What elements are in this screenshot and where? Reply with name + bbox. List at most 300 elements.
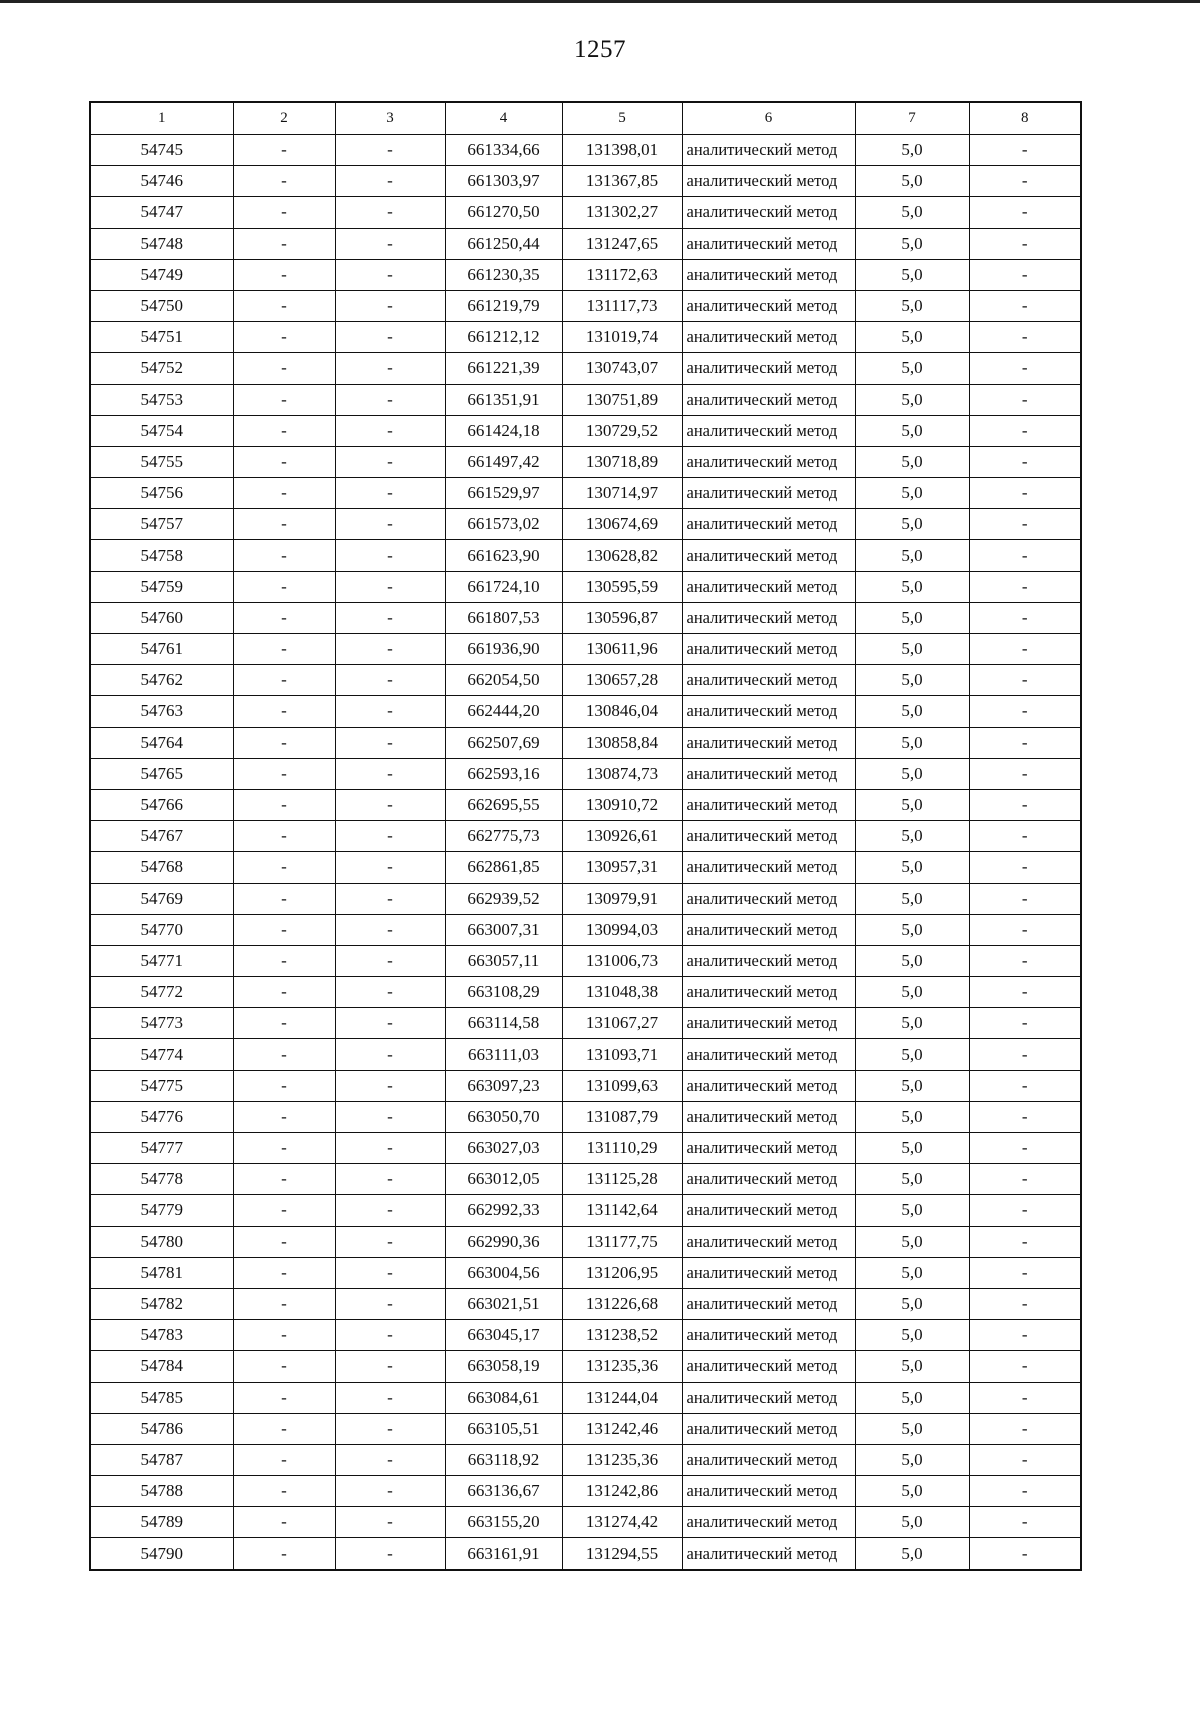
cell-col-3: - [335,1039,445,1070]
cell-col-2: - [233,977,335,1008]
cell-accuracy: 5,0 [855,634,969,665]
cell-col-3: - [335,509,445,540]
cell-method: аналитический метод [682,914,855,945]
cell-coord-y: 131242,46 [562,1413,682,1444]
cell-coord-y: 130657,28 [562,665,682,696]
cell-coord-x: 662507,69 [445,727,562,758]
cell-point-number: 54788 [90,1476,233,1507]
cell-col-8: - [969,1444,1081,1475]
cell-col-8: - [969,1164,1081,1195]
cell-accuracy: 5,0 [855,914,969,945]
cell-col-3: - [335,540,445,571]
cell-coord-y: 131110,29 [562,1133,682,1164]
cell-col-3: - [335,1288,445,1319]
cell-method: аналитический метод [682,758,855,789]
cell-point-number: 54782 [90,1288,233,1319]
coordinates-table [89,101,1082,1571]
cell-accuracy: 5,0 [855,1257,969,1288]
cell-col-3: - [335,1507,445,1538]
cell-point-number: 54767 [90,821,233,852]
cell-coord-x: 663111,03 [445,1039,562,1070]
cell-col-2: - [233,883,335,914]
cell-coord-x: 663084,61 [445,1382,562,1413]
table-row [90,1008,1081,1039]
cell-col-3: - [335,322,445,353]
cell-accuracy: 5,0 [855,1444,969,1475]
cell-point-number: 54756 [90,478,233,509]
cell-point-number: 54777 [90,1133,233,1164]
cell-col-8: - [969,602,1081,633]
cell-method: аналитический метод [682,665,855,696]
cell-col-8: - [969,1195,1081,1226]
cell-method: аналитический метод [682,228,855,259]
cell-point-number: 54780 [90,1226,233,1257]
cell-coord-x: 661221,39 [445,353,562,384]
cell-method: аналитический метод [682,1444,855,1475]
table-row [90,384,1081,415]
cell-coord-y: 130994,03 [562,914,682,945]
cell-col-2: - [233,821,335,852]
cell-point-number: 54775 [90,1070,233,1101]
cell-coord-x: 663155,20 [445,1507,562,1538]
cell-point-number: 54748 [90,228,233,259]
cell-accuracy: 5,0 [855,758,969,789]
cell-coord-x: 663161,91 [445,1538,562,1570]
cell-col-8: - [969,1039,1081,1070]
cell-col-8: - [969,166,1081,197]
cell-col-3: - [335,634,445,665]
cell-col-2: - [233,1226,335,1257]
cell-col-3: - [335,1101,445,1132]
cell-col-2: - [233,1413,335,1444]
cell-col-8: - [969,945,1081,976]
table-row [90,197,1081,228]
column-header-6: 6 [682,102,855,135]
cell-point-number: 54754 [90,415,233,446]
cell-coord-y: 131087,79 [562,1101,682,1132]
cell-col-8: - [969,478,1081,509]
cell-method: аналитический метод [682,509,855,540]
cell-coord-x: 661936,90 [445,634,562,665]
cell-method: аналитический метод [682,322,855,353]
table-row [90,1195,1081,1226]
cell-coord-y: 131244,04 [562,1382,682,1413]
cell-col-8: - [969,1538,1081,1570]
cell-coord-y: 130979,91 [562,883,682,914]
cell-coord-x: 661724,10 [445,571,562,602]
cell-coord-y: 131067,27 [562,1008,682,1039]
cell-col-8: - [969,228,1081,259]
cell-accuracy: 5,0 [855,384,969,415]
cell-point-number: 54752 [90,353,233,384]
cell-coord-x: 663045,17 [445,1320,562,1351]
cell-coord-y: 130596,87 [562,602,682,633]
cell-coord-x: 661212,12 [445,322,562,353]
cell-coord-y: 131099,63 [562,1070,682,1101]
cell-col-2: - [233,1039,335,1070]
cell-method: аналитический метод [682,540,855,571]
table-row [90,1257,1081,1288]
cell-accuracy: 5,0 [855,1507,969,1538]
cell-col-2: - [233,1101,335,1132]
cell-col-3: - [335,1164,445,1195]
cell-point-number: 54753 [90,384,233,415]
cell-col-3: - [335,1382,445,1413]
cell-accuracy: 5,0 [855,322,969,353]
table-row [90,290,1081,321]
cell-coord-y: 131177,75 [562,1226,682,1257]
cell-point-number: 54781 [90,1257,233,1288]
cell-col-8: - [969,852,1081,883]
cell-coord-y: 131226,68 [562,1288,682,1319]
cell-col-3: - [335,727,445,758]
cell-coord-x: 663108,29 [445,977,562,1008]
cell-method: аналитический метод [682,1226,855,1257]
table-row [90,166,1081,197]
cell-col-8: - [969,1008,1081,1039]
cell-coord-y: 131117,73 [562,290,682,321]
column-header-1: 1 [90,102,233,135]
cell-col-3: - [335,571,445,602]
cell-accuracy: 5,0 [855,1164,969,1195]
cell-coord-x: 662444,20 [445,696,562,727]
cell-col-3: - [335,1226,445,1257]
cell-coord-y: 131398,01 [562,135,682,166]
cell-point-number: 54751 [90,322,233,353]
table-row [90,135,1081,166]
cell-coord-y: 131048,38 [562,977,682,1008]
table-row [90,1133,1081,1164]
cell-col-2: - [233,1008,335,1039]
table-row [90,602,1081,633]
cell-col-8: - [969,571,1081,602]
cell-col-8: - [969,883,1081,914]
cell-col-8: - [969,322,1081,353]
cell-col-3: - [335,1133,445,1164]
cell-point-number: 54763 [90,696,233,727]
table-row [90,1476,1081,1507]
cell-coord-y: 131235,36 [562,1351,682,1382]
cell-accuracy: 5,0 [855,1288,969,1319]
cell-coord-y: 130743,07 [562,353,682,384]
cell-method: аналитический метод [682,384,855,415]
cell-coord-y: 131247,65 [562,228,682,259]
cell-coord-y: 131242,86 [562,1476,682,1507]
cell-col-2: - [233,727,335,758]
table-row [90,1351,1081,1382]
cell-col-2: - [233,602,335,633]
cell-col-2: - [233,1444,335,1475]
cell-coord-x: 663114,58 [445,1008,562,1039]
cell-method: аналитический метод [682,259,855,290]
cell-method: аналитический метод [682,821,855,852]
cell-col-8: - [969,1101,1081,1132]
table-row [90,509,1081,540]
table-row [90,1382,1081,1413]
table-row [90,322,1081,353]
cell-coord-y: 131142,64 [562,1195,682,1226]
cell-point-number: 54778 [90,1164,233,1195]
cell-coord-y: 130858,84 [562,727,682,758]
cell-coord-x: 663105,51 [445,1413,562,1444]
cell-point-number: 54787 [90,1444,233,1475]
table-row [90,1320,1081,1351]
cell-col-2: - [233,1288,335,1319]
cell-accuracy: 5,0 [855,1195,969,1226]
cell-col-2: - [233,1382,335,1413]
page-top-border [0,0,1200,3]
cell-coord-y: 131125,28 [562,1164,682,1195]
cell-accuracy: 5,0 [855,1039,969,1070]
cell-col-2: - [233,415,335,446]
cell-col-2: - [233,634,335,665]
cell-accuracy: 5,0 [855,602,969,633]
cell-method: аналитический метод [682,634,855,665]
cell-coord-y: 130846,04 [562,696,682,727]
cell-col-2: - [233,1476,335,1507]
cell-coord-x: 663027,03 [445,1133,562,1164]
cell-col-8: - [969,665,1081,696]
cell-col-3: - [335,384,445,415]
cell-col-3: - [335,758,445,789]
cell-accuracy: 5,0 [855,1476,969,1507]
cell-accuracy: 5,0 [855,478,969,509]
cell-method: аналитический метод [682,1164,855,1195]
cell-coord-x: 663007,31 [445,914,562,945]
cell-col-8: - [969,758,1081,789]
cell-col-2: - [233,540,335,571]
cell-coord-x: 662054,50 [445,665,562,696]
cell-coord-x: 661497,42 [445,446,562,477]
cell-col-3: - [335,259,445,290]
cell-coord-y: 131274,42 [562,1507,682,1538]
cell-col-2: - [233,290,335,321]
cell-col-2: - [233,197,335,228]
cell-accuracy: 5,0 [855,509,969,540]
cell-coord-y: 131294,55 [562,1538,682,1570]
cell-accuracy: 5,0 [855,135,969,166]
cell-method: аналитический метод [682,1288,855,1319]
cell-point-number: 54749 [90,259,233,290]
cell-point-number: 54746 [90,166,233,197]
cell-col-3: - [335,789,445,820]
cell-method: аналитический метод [682,1195,855,1226]
cell-accuracy: 5,0 [855,166,969,197]
cell-method: аналитический метод [682,353,855,384]
cell-point-number: 54762 [90,665,233,696]
cell-col-3: - [335,1008,445,1039]
cell-col-8: - [969,634,1081,665]
cell-coord-x: 662593,16 [445,758,562,789]
table-row [90,228,1081,259]
cell-method: аналитический метод [682,135,855,166]
cell-point-number: 54745 [90,135,233,166]
cell-col-8: - [969,1351,1081,1382]
cell-col-3: - [335,696,445,727]
cell-accuracy: 5,0 [855,290,969,321]
cell-method: аналитический метод [682,789,855,820]
table-body [90,135,1081,1570]
cell-col-3: - [335,821,445,852]
table-row [90,914,1081,945]
page-number: 1257 [574,36,626,63]
cell-coord-y: 131019,74 [562,322,682,353]
table-row [90,1101,1081,1132]
cell-method: аналитический метод [682,852,855,883]
cell-coord-y: 130674,69 [562,509,682,540]
cell-coord-y: 131302,27 [562,197,682,228]
cell-col-2: - [233,1070,335,1101]
cell-point-number: 54776 [90,1101,233,1132]
cell-point-number: 54770 [90,914,233,945]
cell-coord-x: 661351,91 [445,384,562,415]
cell-coord-x: 663012,05 [445,1164,562,1195]
cell-method: аналитический метод [682,602,855,633]
cell-method: аналитический метод [682,727,855,758]
cell-accuracy: 5,0 [855,1226,969,1257]
cell-col-2: - [233,384,335,415]
cell-method: аналитический метод [682,977,855,1008]
cell-point-number: 54784 [90,1351,233,1382]
cell-col-2: - [233,166,335,197]
cell-col-8: - [969,789,1081,820]
cell-col-2: - [233,1507,335,1538]
table-row [90,821,1081,852]
cell-col-3: - [335,135,445,166]
cell-method: аналитический метод [682,1538,855,1570]
cell-coord-x: 663057,11 [445,945,562,976]
table-row [90,1444,1081,1475]
cell-point-number: 54759 [90,571,233,602]
cell-coord-x: 661230,35 [445,259,562,290]
cell-coord-x: 661573,02 [445,509,562,540]
cell-coord-x: 663058,19 [445,1351,562,1382]
cell-accuracy: 5,0 [855,1008,969,1039]
cell-col-8: - [969,914,1081,945]
cell-coord-y: 131235,36 [562,1444,682,1475]
cell-col-3: - [335,852,445,883]
table-row [90,478,1081,509]
cell-accuracy: 5,0 [855,1320,969,1351]
table-row [90,852,1081,883]
cell-col-3: - [335,1538,445,1570]
table-row [90,571,1081,602]
cell-method: аналитический метод [682,1101,855,1132]
cell-method: аналитический метод [682,1382,855,1413]
cell-accuracy: 5,0 [855,852,969,883]
cell-accuracy: 5,0 [855,696,969,727]
table-row [90,1538,1081,1570]
table-row [90,1507,1081,1538]
cell-method: аналитический метод [682,1320,855,1351]
cell-point-number: 54758 [90,540,233,571]
cell-col-2: - [233,322,335,353]
cell-accuracy: 5,0 [855,1413,969,1444]
table-row [90,446,1081,477]
cell-col-2: - [233,789,335,820]
column-header-2: 2 [233,102,335,135]
cell-point-number: 54750 [90,290,233,321]
cell-col-3: - [335,446,445,477]
cell-col-2: - [233,852,335,883]
cell-coord-y: 130751,89 [562,384,682,415]
table-row [90,1039,1081,1070]
table-row [90,1226,1081,1257]
cell-coord-y: 130729,52 [562,415,682,446]
cell-point-number: 54783 [90,1320,233,1351]
cell-point-number: 54764 [90,727,233,758]
cell-col-3: - [335,353,445,384]
column-header-4: 4 [445,102,562,135]
cell-coord-y: 130874,73 [562,758,682,789]
cell-point-number: 54774 [90,1039,233,1070]
cell-accuracy: 5,0 [855,1070,969,1101]
cell-accuracy: 5,0 [855,977,969,1008]
cell-col-3: - [335,1070,445,1101]
cell-col-8: - [969,415,1081,446]
table-row [90,415,1081,446]
table-row [90,758,1081,789]
cell-method: аналитический метод [682,1351,855,1382]
table-header-row [90,102,1081,135]
column-header-8: 8 [969,102,1081,135]
cell-col-8: - [969,1382,1081,1413]
cell-coord-x: 661807,53 [445,602,562,633]
table-row [90,727,1081,758]
cell-col-3: - [335,883,445,914]
cell-col-3: - [335,914,445,945]
cell-point-number: 54785 [90,1382,233,1413]
cell-col-2: - [233,478,335,509]
cell-point-number: 54769 [90,883,233,914]
cell-col-8: - [969,696,1081,727]
cell-accuracy: 5,0 [855,727,969,758]
table-row [90,696,1081,727]
cell-method: аналитический метод [682,696,855,727]
cell-coord-x: 661424,18 [445,415,562,446]
cell-col-2: - [233,228,335,259]
cell-col-3: - [335,197,445,228]
table-row [90,977,1081,1008]
cell-col-2: - [233,1133,335,1164]
cell-coord-x: 663118,92 [445,1444,562,1475]
cell-col-2: - [233,135,335,166]
cell-accuracy: 5,0 [855,1538,969,1570]
cell-col-8: - [969,384,1081,415]
cell-coord-y: 130714,97 [562,478,682,509]
cell-accuracy: 5,0 [855,1382,969,1413]
cell-col-2: - [233,696,335,727]
cell-coord-y: 131206,95 [562,1257,682,1288]
cell-col-3: - [335,945,445,976]
cell-col-8: - [969,977,1081,1008]
cell-accuracy: 5,0 [855,415,969,446]
cell-method: аналитический метод [682,1507,855,1538]
cell-coord-y: 131172,63 [562,259,682,290]
cell-accuracy: 5,0 [855,353,969,384]
cell-accuracy: 5,0 [855,540,969,571]
cell-col-2: - [233,1257,335,1288]
cell-col-8: - [969,1133,1081,1164]
cell-coord-x: 661303,97 [445,166,562,197]
cell-col-2: - [233,758,335,789]
cell-point-number: 54779 [90,1195,233,1226]
cell-coord-x: 662990,36 [445,1226,562,1257]
cell-coord-x: 662775,73 [445,821,562,852]
cell-coord-x: 663136,67 [445,1476,562,1507]
cell-col-2: - [233,353,335,384]
table-row [90,945,1081,976]
